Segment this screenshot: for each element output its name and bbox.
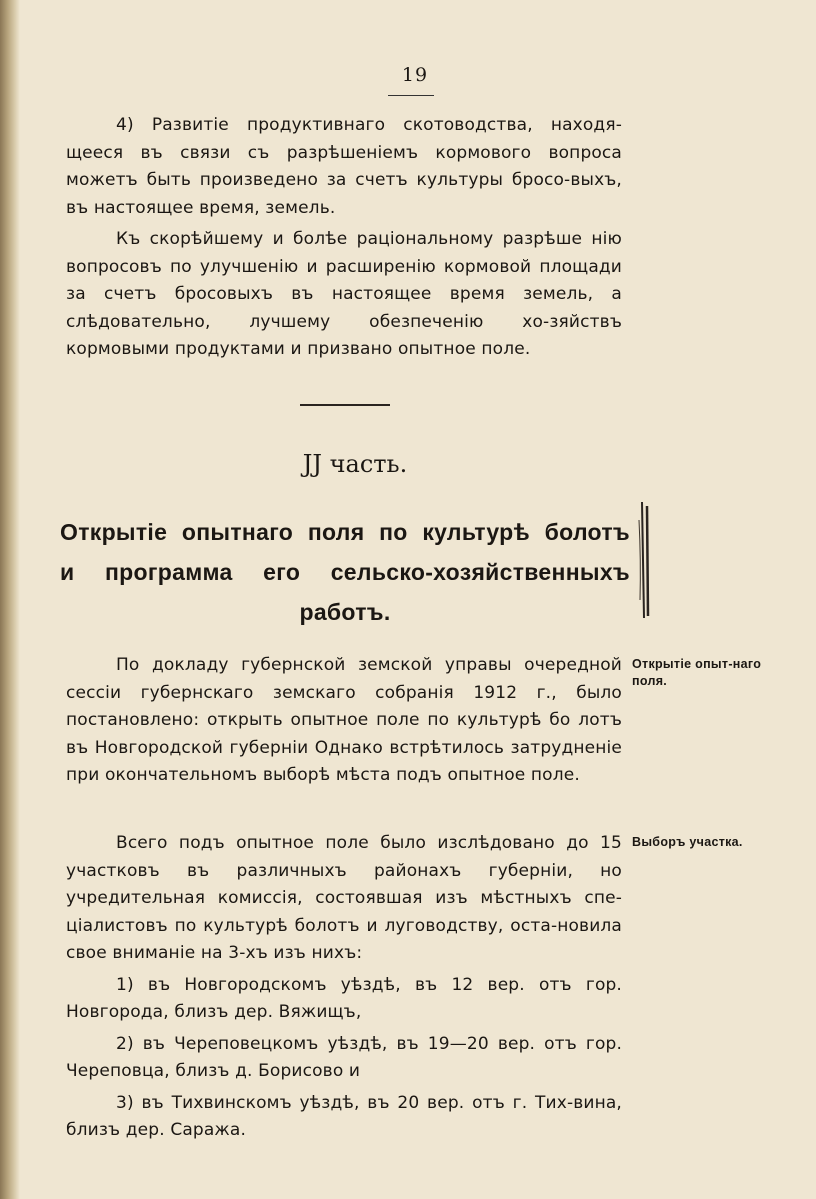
section-title-line-3: работъ.	[299, 599, 391, 625]
title-word: поля	[307, 519, 365, 545]
page-number-underline	[388, 95, 434, 96]
section-title-line-1	[60, 512, 630, 552]
paragraph-selection-block	[66, 830, 622, 1145]
side-note-selection: Выборъ участка.	[632, 835, 743, 849]
section-separator	[300, 404, 390, 406]
book-spine-shadow	[0, 0, 20, 1199]
list-item: 1) въ Новгородскомъ уѣздѣ, въ 12 вер. отъ гор. Новгорода, близъ дер. Вяжищъ,	[66, 974, 622, 1022]
list-item: 2) въ Череповецкомъ уѣздѣ, въ 19—20 вер. отъ гор. Череповца, близъ д. Борисово и	[66, 1033, 622, 1081]
page-number: 19	[401, 64, 429, 86]
title-word: Открытіе	[60, 519, 168, 545]
paragraph-livestock: 4) Развитіе продуктивнаго скотоводства, находя-щееся въ связи съ разрѣшеніемъ кормового вопроса можетъ быть произведено за счетъ культуры бросо-выхъ, въ настоящее время, земель.	[66, 115, 622, 218]
title-word: болотъ	[544, 519, 630, 545]
title-word: по	[379, 519, 408, 545]
intro-text-block	[66, 112, 622, 364]
section-title-line-2	[60, 552, 630, 592]
title-word: программа	[104, 559, 233, 585]
section-title	[60, 512, 630, 632]
part-heading: JJ часть.	[302, 450, 408, 478]
list-item: 3) въ Тихвинскомъ уѣздѣ, въ 20 вер. отъ г. Тих-вина, близъ дер. Саража.	[66, 1092, 622, 1140]
paragraph-selection: Всего подъ опытное поле было изслѣдовано до 15 участковъ въ различныхъ районахъ губерніи, но учредительная комиссія, состоявшая изъ мѣстныхъ спе-ціалистовъ по культурѣ болотъ и луговодству, оста-новила свое вниманіе на 3-хъ изъ нихъ:	[66, 833, 622, 963]
title-word: культурѣ	[422, 519, 530, 545]
paragraph-opening-block	[66, 652, 622, 790]
side-note-opening: Открытіе опыт-наго поля.	[632, 657, 762, 688]
title-word: его	[263, 559, 301, 585]
paragraph-opening: По докладу губернской земской управы очередной сессіи губернскаго земскаго собранія 1912 г., было постановлено: открыть опытное поле по культурѣ бо лотъ въ Новгородской губерніи Однако встрѣтилось затрудненіе при окончательномъ выборѣ мѣста подъ опытное поле.	[66, 655, 622, 785]
title-word: опытнаго	[181, 519, 294, 545]
title-word: сельско-хозяйственныхъ	[330, 559, 630, 585]
paragraph-forage: Къ скорѣйшему и болѣе раціональному разрѣше нію вопросовъ по улучшенію и расширенію кормовой площади за счетъ бросовыхъ въ настоящее время земель, а слѣдовательно, лучшему обезпеченію хо-зяйствъ кормовыми продуктами и призвано опытное поле.	[66, 229, 622, 359]
title-word: и	[60, 559, 75, 585]
margin-bracket-mark	[637, 500, 655, 620]
